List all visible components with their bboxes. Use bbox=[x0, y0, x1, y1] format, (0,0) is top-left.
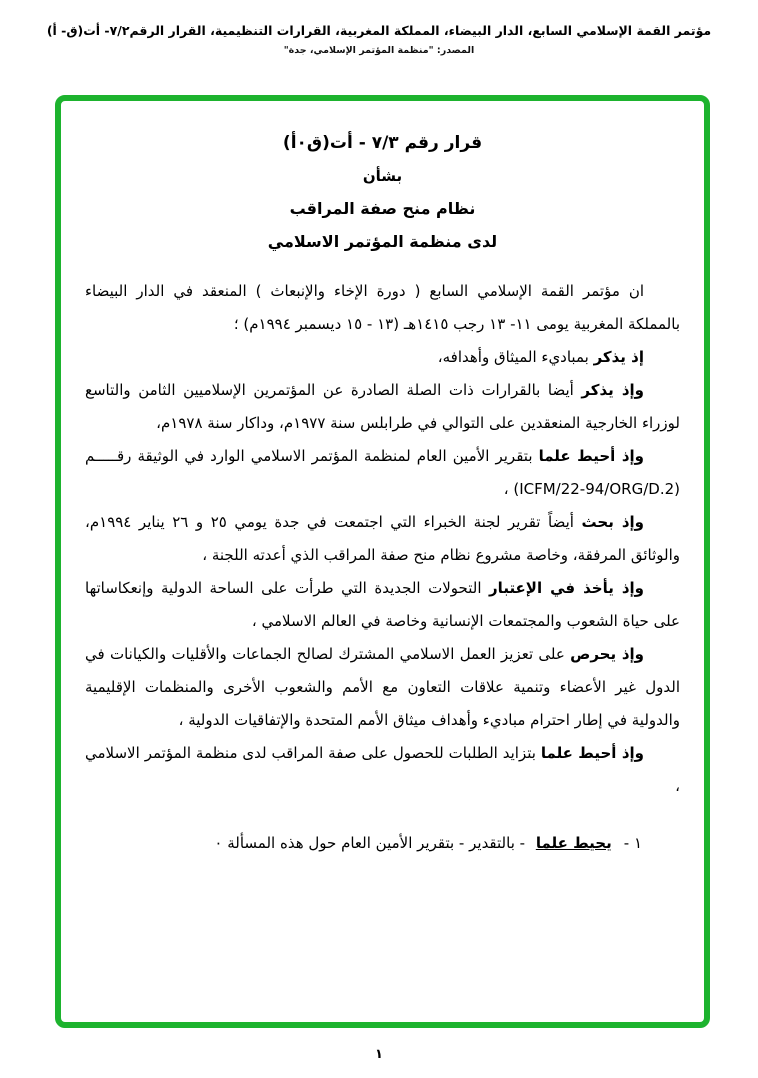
document-header bbox=[20, 22, 738, 56]
paragraph-noting-requests bbox=[85, 737, 680, 803]
title-subject: نظام منح صفة المراقب bbox=[289, 199, 476, 218]
title-regarding: بشأن bbox=[362, 167, 403, 185]
paragraph-text: بتقرير الأمين العام لمنظمة المؤتمر الاسلامي الوارد في الوثيقة رقـــــم (ICFM/22-94/ORG/D.2) ، bbox=[85, 447, 680, 498]
paragraph-lead: وإذ أحيط علما bbox=[540, 744, 644, 762]
paragraph-text: على تعزيز العمل الاسلامي المشترك لصالح الجماعات والأقليات والكيانات في الدول غير الأعضاء وتنمية علاقات التعاون مع الأمم والشعوب الأخرى والمنظمات الإقليمية والدولية في إطار احترام مباديء وأهداف ميثاق الأمم المتحدة والإتفاقيات الدولية ، bbox=[85, 645, 680, 729]
title-resolution-number: قرار رقم ٧/٣ - أت(ق٠أ) bbox=[282, 133, 483, 153]
paragraph-recalling-also bbox=[85, 374, 680, 440]
paragraph-text: أيضاً تقرير لجنة الخبراء التي اجتمعت في جدة يومي ٢٥ و ٢٦ يناير ١٩٩٤م، والوثائق المرفقة، وخاصة مشروع نظام منح صفة المراقب الذي أعدته اللجنة ، bbox=[85, 513, 680, 564]
paragraph-examined bbox=[85, 506, 680, 572]
paragraph-text: التحولات الجديدة التي طرأت على الساحة الدولية وإنعكاساتها على حياة الشعوب والمجتمعات الإنسانية وخاصة في العالم الاسلامي ، bbox=[85, 579, 680, 630]
paragraph-lead: وإذ يأخذ في الإعتبار bbox=[489, 579, 644, 597]
paragraph-keen bbox=[85, 638, 680, 737]
paragraph-text: بتزايد الطلبات للحصول على صفة المراقب لدى منظمة المؤتمر الاسلامي ، bbox=[85, 744, 680, 795]
document-frame bbox=[55, 95, 710, 1028]
paragraph-recalling bbox=[85, 341, 680, 374]
paragraph-preamble bbox=[85, 275, 680, 341]
paragraph-considering bbox=[85, 572, 680, 638]
paragraph-lead: وإذ بحث bbox=[581, 513, 645, 531]
title-organization: لدى منظمة المؤتمر الاسلامي bbox=[267, 232, 498, 251]
resolution-title-block bbox=[85, 133, 680, 251]
paragraph-noting-report bbox=[85, 440, 680, 506]
paragraph-text: أيضا بالقرارات ذات الصلة الصادرة عن المؤتمرين الإسلاميين الثامن والتاسع لوزراء الخارجية المنعقدين على التوالي في طرابلس سنة ١٩٧٧م، وداكار سنة ١٩٧٨م، bbox=[85, 381, 680, 432]
paragraph-lead: إذ يذكر bbox=[593, 348, 644, 366]
resolution-item-1 bbox=[85, 827, 680, 860]
header-source: المصدر: "منظمة المؤتمر الإسلامي، جدة" bbox=[283, 45, 475, 56]
item-number: ١ - bbox=[623, 834, 642, 852]
item-lead: يحيط علما bbox=[535, 834, 612, 852]
paragraph-lead: وإذ يذكر bbox=[581, 381, 644, 399]
paragraph-text: ان مؤتمر القمة الإسلامي السابع ( دورة الإخاء والإنبعاث ) المنعقد في الدار البيضاء بالمملكة المغربية يومى ١١- ١٣ رجب ١٤١٥هـ (١٣ - ١٥ ديسمبر ١٩٩٤م) ؛ bbox=[85, 282, 680, 333]
header-citation: مؤتمر القمة الإسلامي السابع، الدار البيضاء، المملكة المغربية، القرارات التنظيمية، القرار الرقم٧/٢- أت(ق- أ) bbox=[46, 23, 712, 38]
item-text: - بالتقدير - بتقرير الأمين العام حول هذه المسألة ٠ bbox=[214, 834, 530, 852]
paragraph-text: بمباديء الميثاق وأهدافه، bbox=[437, 348, 594, 366]
document-content bbox=[61, 101, 704, 1022]
paragraph-lead: وإذ يحرص bbox=[570, 645, 645, 663]
paragraph-lead: وإذ أحيط علما bbox=[538, 447, 644, 465]
page-number: ١ bbox=[375, 1047, 383, 1062]
